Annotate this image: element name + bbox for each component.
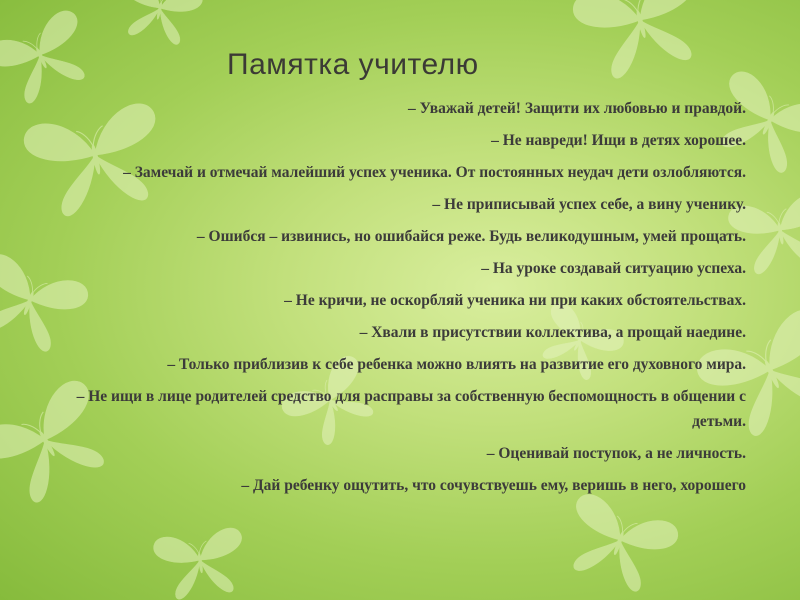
rule-item: – На уроке создавай ситуацию успеха. <box>481 260 746 277</box>
rules-list <box>40 96 746 505</box>
rule-item: – Хвали в присутствии коллектива, а прощай наедине. <box>359 324 746 341</box>
butterfly-icon <box>152 526 249 600</box>
rule-item: – Не кричи, не оскорбляй ученика ни при каких обстоятельствах. <box>284 292 746 309</box>
rule-item: – Не ищи в лице родителей средство для расправы за собственную беспомощность в общении с детьми. <box>76 388 746 430</box>
rule-item: – Только приблизив к себе ребенка можно влиять на развитие его духовного мира. <box>167 356 746 373</box>
butterfly-icon <box>555 491 681 599</box>
page-title: Памятка учителю <box>227 48 479 81</box>
rule-item: – Уважай детей! Защити их любовью и правдой. <box>408 100 746 117</box>
rule-item: – Ошибся – извинись, но ошибайся реже. Будь великодушным, умей прощать. <box>196 228 746 245</box>
rule-item: – Оценивай поступок, а не личность. <box>486 445 746 462</box>
rule-item: – Не приписывай успех себе, а вину ученику. <box>432 196 746 213</box>
rule-item: – Замечай и отмечай малейший успех ученика. От постоянных неудач дети озлобляются. <box>123 164 746 181</box>
butterfly-icon <box>570 0 713 85</box>
rule-item: – Не навреди! Ищи в детях хорошее. <box>491 132 746 149</box>
rule-item: – Дай ребенку ощутить, что сочувствуешь ему, веришь в него, хорошего <box>241 477 746 494</box>
butterfly-icon <box>114 0 204 48</box>
